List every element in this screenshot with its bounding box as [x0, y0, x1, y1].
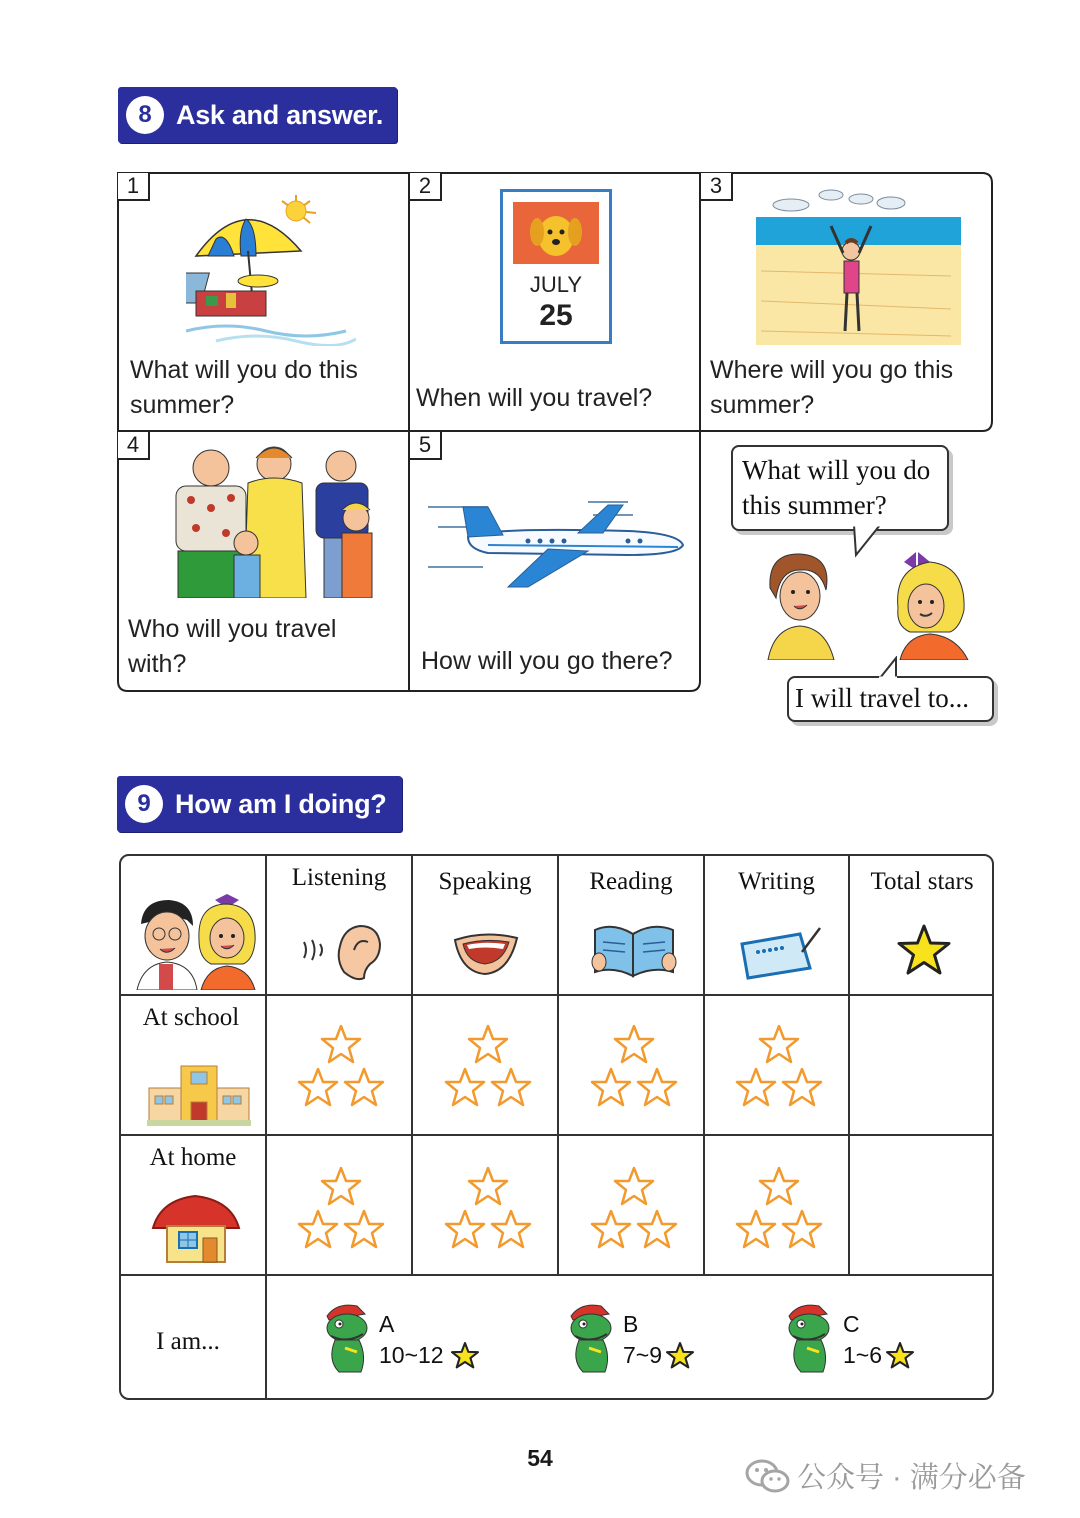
star-icon — [451, 1342, 479, 1369]
ear-icon — [296, 920, 386, 982]
column-header-speaking: Speaking — [438, 868, 532, 895]
speaking-at-school-stars[interactable] — [443, 1024, 533, 1108]
cell-number: 4 — [118, 432, 150, 460]
dinosaur-mascot-icon — [317, 1300, 375, 1374]
level-a-range: 10~12 — [379, 1342, 444, 1368]
section-8-number: 8 — [126, 96, 164, 134]
level-c-range: 1~6 — [843, 1342, 883, 1368]
beach-umbrella-illustration — [186, 181, 356, 346]
row-label-at-home: At home — [149, 1144, 237, 1171]
cell-2 — [410, 173, 700, 430]
question-text: When will you travel? — [416, 384, 653, 412]
page-number: 54 — [527, 1445, 553, 1471]
dinosaur-mascot-icon — [779, 1300, 837, 1374]
column-header-writing: Writing — [738, 868, 815, 895]
cell-3 — [701, 173, 991, 430]
boy-talking-illustration — [760, 548, 840, 660]
column-header-listening: Listening — [291, 864, 387, 891]
star-icon — [897, 924, 951, 976]
reading-at-home-stars[interactable] — [589, 1166, 679, 1250]
bubble-question-text: What will you do this summer? — [742, 455, 931, 520]
dinosaur-mascot-icon — [561, 1300, 619, 1374]
section-9-number: 9 — [125, 785, 163, 823]
cell-number: 1 — [118, 173, 150, 201]
row-label-i-am: I am... — [156, 1328, 220, 1355]
kids-illustration — [133, 894, 259, 990]
dog-icon — [513, 202, 599, 264]
speech-bubble-question — [731, 445, 949, 531]
listening-at-home-stars[interactable] — [296, 1166, 386, 1250]
watermark — [745, 1455, 1026, 1496]
writing-tablet-icon — [736, 922, 822, 982]
question-text: What will you do this summer? — [130, 356, 358, 419]
question-text: How will you go there? — [421, 647, 673, 675]
family-illustration — [156, 438, 386, 598]
cell-number: 3 — [701, 173, 733, 201]
cell-5 — [410, 432, 700, 692]
column-header-total-stars: Total stars — [870, 868, 974, 895]
cell-1 — [118, 173, 408, 430]
cell-4 — [118, 432, 408, 692]
beach-girl-illustration — [751, 181, 966, 346]
house-icon — [151, 1192, 241, 1264]
speech-bubble-answer — [787, 676, 994, 722]
reading-at-school-stars[interactable] — [589, 1024, 679, 1108]
row-label-at-school: At school — [142, 1004, 240, 1031]
star-icon — [666, 1342, 694, 1369]
section-9-header — [117, 776, 402, 832]
level-c-letter: C — [843, 1311, 860, 1337]
question-text: Who will you travel with? — [128, 615, 337, 678]
level-b-letter: B — [623, 1311, 639, 1337]
section-9-title: How am I doing? — [175, 788, 387, 819]
section-8-title: Ask and answer. — [176, 99, 384, 130]
calendar-illustration — [500, 189, 612, 344]
writing-at-school-stars[interactable] — [734, 1024, 824, 1108]
bubble-tail — [878, 656, 906, 680]
total-stars-at-school-cell[interactable] — [850, 996, 994, 1134]
school-icon — [147, 1064, 251, 1126]
column-header-reading: Reading — [589, 868, 673, 895]
calendar-month: JULY — [529, 272, 583, 297]
calendar-image — [513, 202, 599, 264]
wechat-icon — [745, 1458, 791, 1494]
listening-at-school-stars[interactable] — [296, 1024, 386, 1108]
total-stars-at-home-cell[interactable] — [850, 1136, 994, 1274]
writing-at-home-stars[interactable] — [734, 1166, 824, 1250]
speaking-at-home-stars[interactable] — [443, 1166, 533, 1250]
mouth-icon — [451, 928, 521, 978]
calendar-day: 25 — [539, 299, 573, 332]
section-8-header — [118, 87, 397, 143]
book-icon — [591, 920, 677, 982]
cell-number: 2 — [410, 173, 442, 201]
bubble-tail — [850, 525, 886, 559]
airplane-illustration — [428, 487, 688, 597]
watermark-text: 公众号 · 满分必备 — [797, 1462, 1026, 1494]
bubble-answer-text: I will travel to... — [795, 683, 969, 713]
star-icon — [886, 1342, 914, 1369]
progress-table — [119, 854, 994, 1400]
level-a-letter: A — [379, 1311, 395, 1337]
cell-number: 5 — [410, 432, 442, 460]
question-text: Where will you go this summer? — [710, 356, 954, 419]
level-b-range: 7~9 — [623, 1342, 663, 1368]
girl-illustration — [890, 548, 972, 660]
